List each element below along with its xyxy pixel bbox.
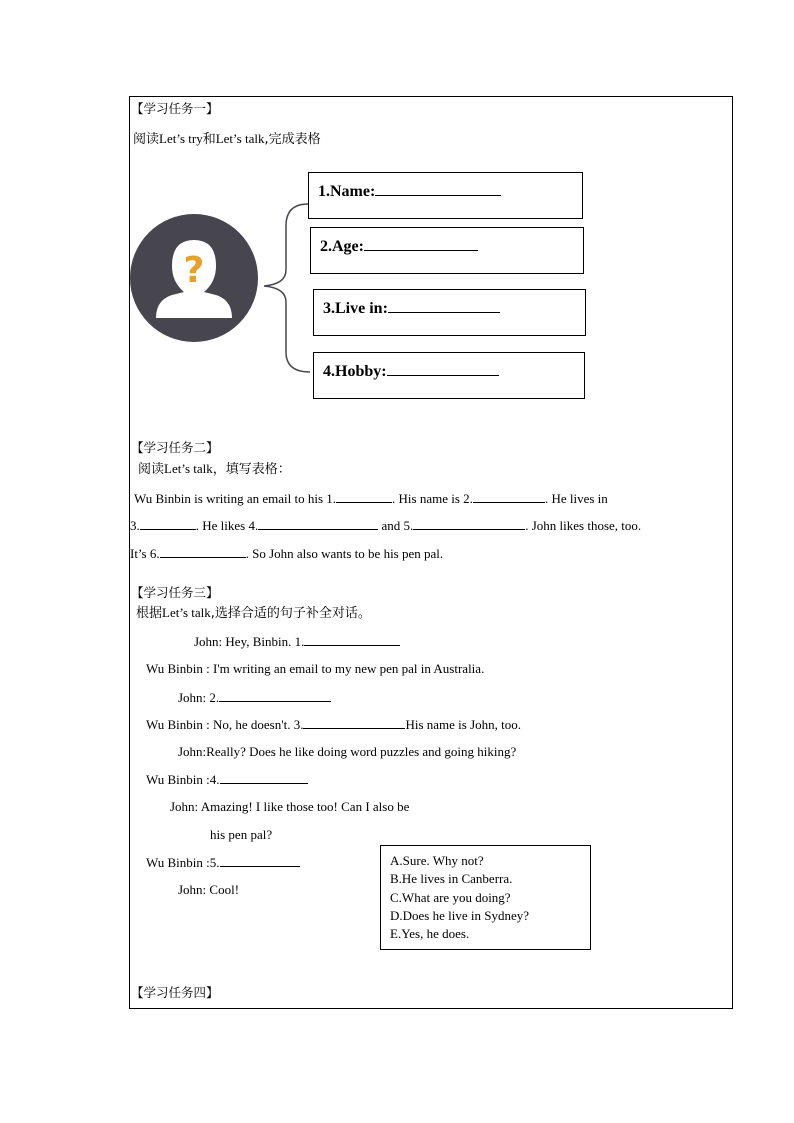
option-d: D.Does he live in Sydney? bbox=[390, 907, 530, 923]
dialog-line-8: his pen pal? bbox=[210, 827, 273, 842]
task4-header: 【学习任务四】 bbox=[131, 985, 219, 1000]
task2-header: 【学习任务二】 bbox=[131, 440, 219, 455]
option-e: E.Yes, he does. bbox=[390, 926, 470, 942]
answer-options-box bbox=[380, 845, 591, 950]
name-box: 1.Name: bbox=[308, 172, 583, 219]
task2-line-1: Wu Binbin is writing an email to his 1. . His name is 2. . He lives in bbox=[134, 491, 608, 506]
dialog-line-10: John: Cool! bbox=[178, 882, 240, 897]
age-box: 2.Age: bbox=[310, 227, 584, 274]
task2-instruction: 阅读Let’s talk，填写表格： bbox=[138, 461, 291, 477]
dialog-line-5: John:Really? Does he like doing word puzzles and going hiking? bbox=[178, 744, 517, 759]
question-mark: ? bbox=[183, 250, 205, 291]
task1-header: 【学习任务一】 bbox=[131, 101, 219, 116]
option-a: A.Sure. Why not? bbox=[390, 853, 484, 868]
dialog-line-6: Wu Binbin :4. bbox=[146, 771, 308, 788]
task1-instruction: 阅读Let’s try和Let’s talk,完成表格 bbox=[133, 131, 321, 147]
option-b: B.He lives in Canberra. bbox=[390, 871, 513, 887]
task3-instruction: 根据Let’s talk,选择合适的句子补全对话。 bbox=[136, 605, 371, 621]
live-in-box: 3.Live in: bbox=[313, 289, 586, 336]
task3-header: 【学习任务三】 bbox=[131, 585, 219, 600]
dialog-line-9: Wu Binbin :5. bbox=[146, 854, 300, 871]
hobby-box: 4.Hobby: bbox=[313, 352, 585, 399]
dialog-line-1: John: Hey, Binbin. 1. bbox=[194, 633, 400, 650]
option-c: C.What are you doing? bbox=[390, 889, 511, 905]
task2-line-3: It’s 6. . So John also wants to be his pen pal. bbox=[130, 546, 444, 561]
dialog-line-7: John: Amazing! I like those too! Can I also be bbox=[170, 799, 410, 814]
task2-line-2: 3. . He likes 4. and 5. . John likes those, too. bbox=[130, 518, 642, 533]
dialog-line-3: John: 2. bbox=[178, 689, 331, 706]
person-question-icon bbox=[128, 170, 318, 410]
brace-connector bbox=[264, 204, 310, 372]
dialog-line-2: Wu Binbin : I'm writing an email to my new pen pal in Australia. bbox=[146, 661, 485, 676]
dialog-line-4: Wu Binbin : No, he doesn't. 3. His name is John, too. bbox=[146, 717, 522, 732]
